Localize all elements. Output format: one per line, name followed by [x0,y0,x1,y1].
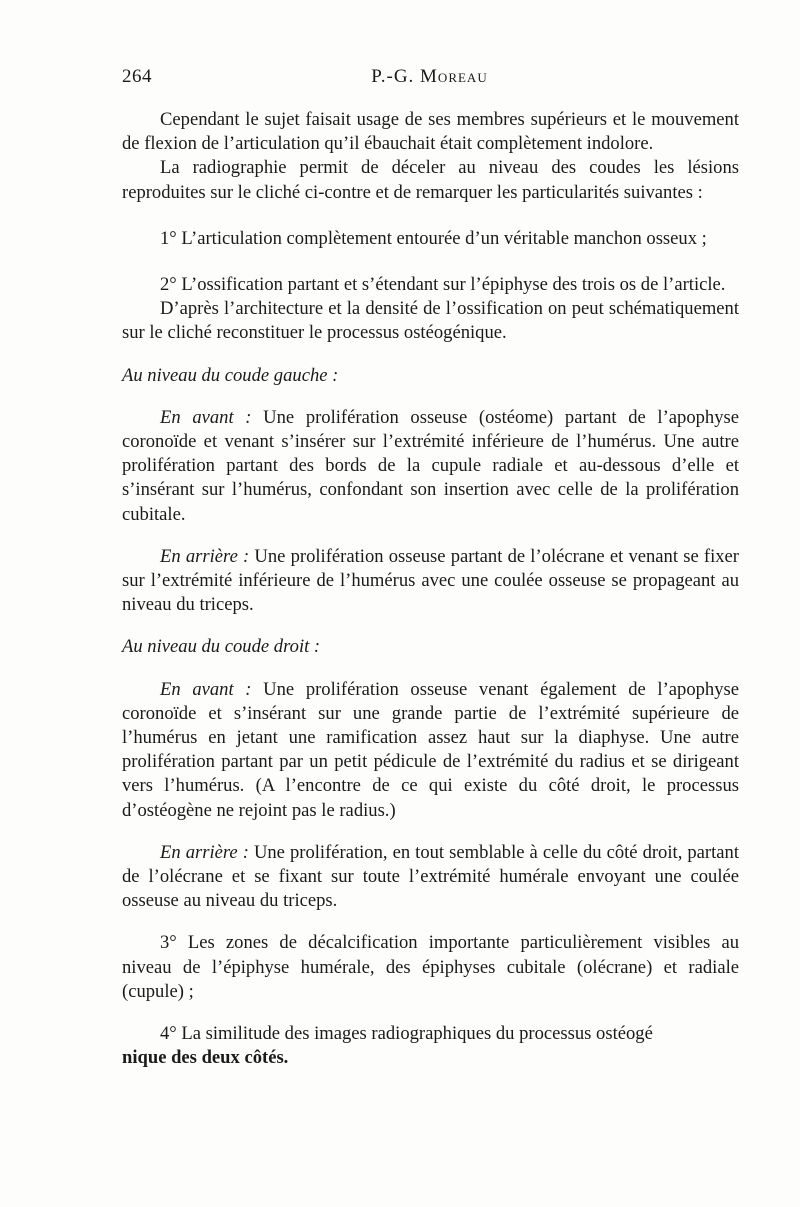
left-front-lead: En avant : [160,406,252,428]
right-back-lead: En arrière : [160,841,249,863]
item-4-start: 4° La similitude des images radiographiques du processus ostéogé [160,1023,653,1045]
page-header [122,66,737,96]
left-back-text: Une prolifération osseuse partant de l’olécrane et venant se fixer sur l’extrémité inférieure de l’humérus avec une coulée osseuse se propageant au niveau du triceps. [122,545,739,616]
paragraph-item-1: 1° L’articulation complètement entourée d’un véritable manchon osseux ; [160,227,707,249]
left-back-lead: En arrière : [160,545,250,567]
right-back-text: Une prolifération, en tout semblable à celle du côté droit, partant de l’olécrane et se fixant sur toute l’extrémité humérale envoyant une coulée osseuse au niveau du triceps. [122,841,739,912]
item-4-end: nique des deux côtés. [122,1047,289,1069]
paragraph-2: La radiographie permit de déceler au niveau des coudes les lésions reproduites sur le cliché ci-contre et de remarquer les particularités suivantes : [122,157,739,203]
right-front-text: Une prolifération osseuse venant également de l’apophyse coronoïde et s’insérant sur une grande partie de l’extrémité supérieure de l’humérus en jetant une ramification assez haut sur la diaphyse. Une autre prolifération partant par un petit pédicule de l’extrémité du radius et se dirigeant vers l’humérus. (A l’encontre de ce qui existe du côté droit, le processus d’ostéogène ne rejoint pas le radius.) [122,678,739,821]
paragraph-item-4 [122,1022,739,1070]
paragraph-left-front [122,406,739,527]
page-number: 264 [122,66,152,87]
paragraph-right-front [122,678,739,823]
left-front-text: Une prolifération osseuse (ostéome) partant de l’apophyse coronoïde et venant s’insérer sur l’extrémité inférieure de l’humérus. Une autre prolifération partant des bords de la cupule radiale et au-dessous d’elle et s’insérant sur l’humérus, confondant son insertion avec celle de la prolifération cubitale. [122,406,739,525]
paragraph-right-back [122,841,739,914]
paragraph-left-back [122,545,739,618]
subheading-right-elbow: Au niveau du coude droit : [122,636,321,658]
right-front-lead: En avant : [160,678,252,700]
subheading-left-elbow: Au niveau du coude gauche : [122,364,339,386]
paragraph-item-3: 3° Les zones de décalcification importante particulièrement visibles au niveau de l’épiphyse humérale, des épiphyses cubitale (olécrane) et radiale (cupule) ; [122,932,739,1002]
paragraph-1: Cependant le sujet faisait usage de ses membres supérieurs et le mouvement de flexion de l’articulation qu’il ébauchait était complètement indolore. [122,109,739,155]
paragraph-item-2: 2° L’ossification partant et s’étendant sur l’épiphyse des trois os de l’article. [160,274,726,296]
paragraph-3: D’après l’architecture et la densité de l’ossification on peut schématiquement sur le cliché reconstituer le processus ostéogénique. [122,298,739,344]
page-body [122,108,739,1071]
running-head: P.-G. Moreau [371,66,488,87]
